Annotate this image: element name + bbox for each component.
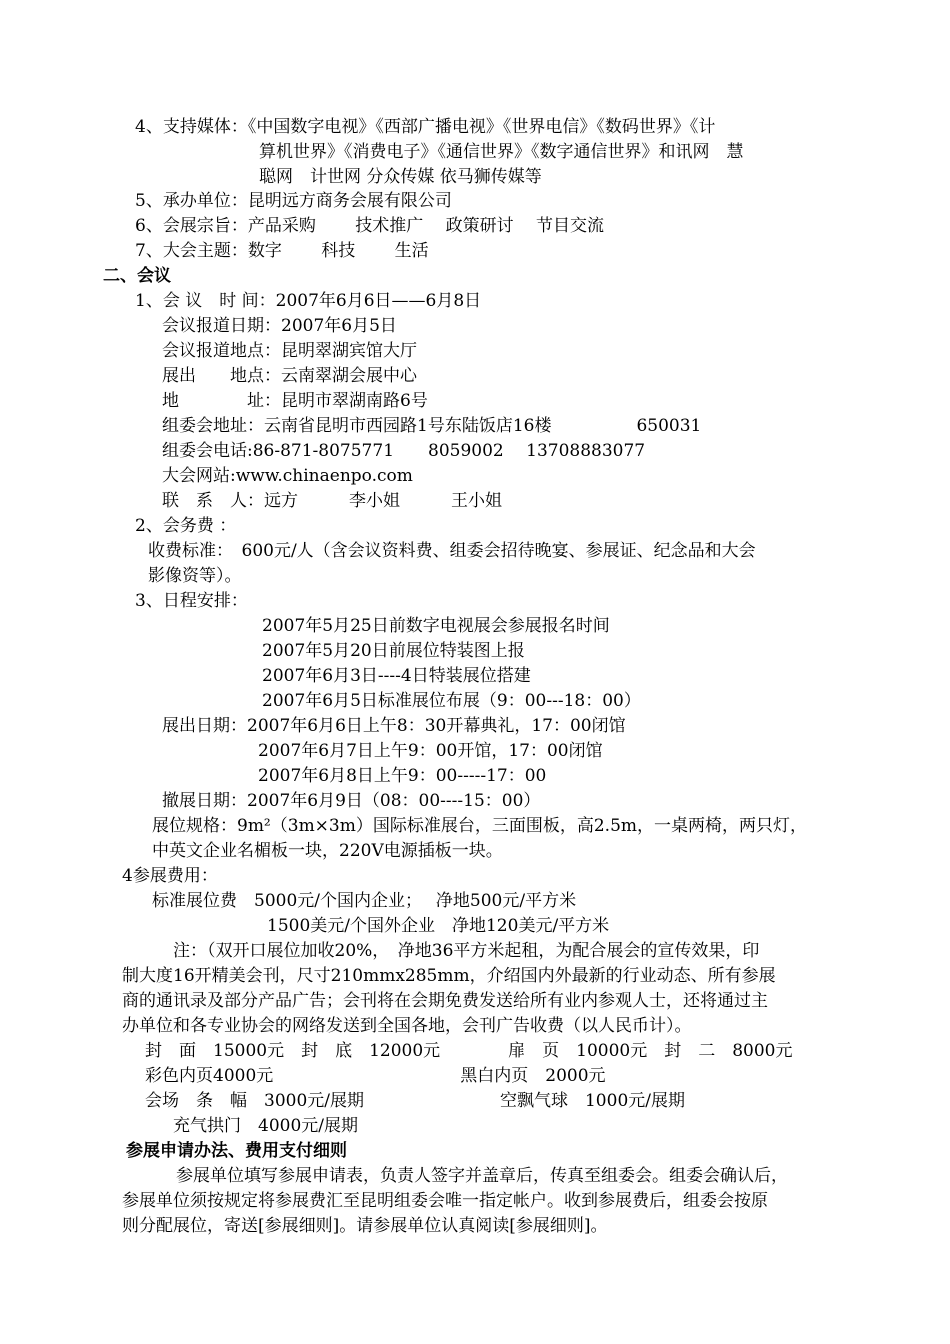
doc-line: 中英文企业名楣板一块，220V电源插板一块。 <box>152 841 503 861</box>
doc-line: 会场 条 幅 3000元/展期 空飘气球 1000元/展期 <box>145 1091 685 1111</box>
doc-line: 商的通讯录及部分产品广告；会刊将在会期免费发送给所有业内参观人士，还将通过主 <box>122 991 768 1011</box>
doc-line: 2007年6月3日----4日特装展位搭建 <box>262 666 531 686</box>
doc-line: 标准展位费 5000元/个国内企业； 净地500元/平方米 <box>152 891 577 911</box>
doc-line: 会议报道日期：2007年6月5日 <box>162 316 397 336</box>
doc-line: 注：（双开口展位加收20%， 净地36平方米起租，为配合展会的宣传效果，印 <box>173 941 760 961</box>
doc-line: 撤展日期：2007年6月9日（08：00----15：00） <box>162 791 541 811</box>
doc-line: 充气拱门 4000元/展期 <box>173 1116 358 1136</box>
doc-line: 联 系 人：远方 李小姐 王小姐 <box>162 491 502 511</box>
doc-line: 1500美元/个国外企业 净地120美元/平方米 <box>267 916 610 936</box>
doc-line: 展出日期：2007年6月6日上午8：30开幕典礼，17：00闭馆 <box>162 716 626 736</box>
doc-line: 则分配展位，寄送[参展细则]。请参展单位认真阅读[参展细则]。 <box>122 1216 608 1236</box>
doc-line: 3、日程安排： <box>135 591 248 611</box>
doc-line: 聪网 计世网 分众传媒 依马狮传媒等 <box>259 167 542 187</box>
doc-line: 2007年6月7日上午9：00开馆，17：00闭馆 <box>258 741 603 761</box>
doc-line: 地 址：昆明市翠湖南路6号 <box>162 391 428 411</box>
doc-line: 2、会务费 ： <box>135 516 237 536</box>
doc-line: 封 面 15000元 封 底 12000元 扉 页 10000元 封 二 8000元 <box>145 1041 793 1061</box>
doc-line: 影像资等）。 <box>148 566 242 586</box>
section-heading: 二、会议 <box>103 266 171 286</box>
doc-line: 参展单位须按规定将参展费汇至昆明组委会唯一指定帐户。收到参展费后，组委会按原 <box>122 1191 768 1211</box>
doc-line: 5、承办单位：昆明远方商务会展有限公司 <box>135 191 452 211</box>
doc-line: 会议报道地点：昆明翠湖宾馆大厅 <box>162 341 417 361</box>
doc-line: 7、大会主题：数字 科技 生活 <box>135 241 429 261</box>
doc-line: 6、会展宗旨：产品采购 技术推广 政策研讨 节目交流 <box>135 216 605 236</box>
doc-line: 制大度16开精美会刊，尺寸210mmx285mm，介绍国内外最新的行业动态、所有参展 <box>122 966 776 986</box>
doc-line: 展出 地点：云南翠湖会展中心 <box>162 366 417 386</box>
doc-line: 算机世界》《消费电子》《通信世界》《数字通信世界》和讯网 慧 <box>259 142 744 162</box>
doc-line: 2007年6月8日上午9：00-----17：00 <box>258 766 547 786</box>
doc-line: 展位规格：9m²（3m×3m）国际标准展台，三面围板，高2.5m，一桌两椅，两只灯， <box>152 816 808 836</box>
doc-line: 办单位和各专业协会的网络发送到全国各地，会刊广告收费（以人民币计）。 <box>122 1016 692 1036</box>
doc-line: 组委会电话:86-871-8075771 8059002 13708883077 <box>162 441 646 461</box>
doc-line: 彩色内页4000元 黑白内页 2000元 <box>145 1066 606 1086</box>
doc-line: 4、支持媒体：《中国数字电视》《西部广播电视》《世界电信》《数码世界》《计 <box>135 117 716 137</box>
doc-line: 组委会地址：云南省昆明市西园路1号东陆饭店16楼 650031 <box>162 416 702 436</box>
doc-line: 2007年5月20日前展位特装图上报 <box>262 641 525 661</box>
doc-line: 2007年5月25日前数字电视展会参展报名时间 <box>262 616 610 636</box>
doc-line: 1、会 议 时 间：2007年6月6日——6月8日 <box>135 291 482 311</box>
doc-line: 收费标准： 600元/人（含会议资料费、组委会招待晚宴、参展证、纪念品和大会 <box>148 541 756 561</box>
doc-line: 2007年6月5日标准展位布展（9：00---18：00） <box>262 691 641 711</box>
doc-line: 大会网站:www.chinaenpo.com <box>162 466 413 486</box>
doc-line: 4参展费用： <box>122 866 218 886</box>
doc-line: 参展单位填写参展申请表，负责人签字并盖章后，传真至组委会。组委会确认后， <box>176 1166 788 1186</box>
section-heading: 参展申请办法、费用支付细则 <box>126 1141 347 1161</box>
